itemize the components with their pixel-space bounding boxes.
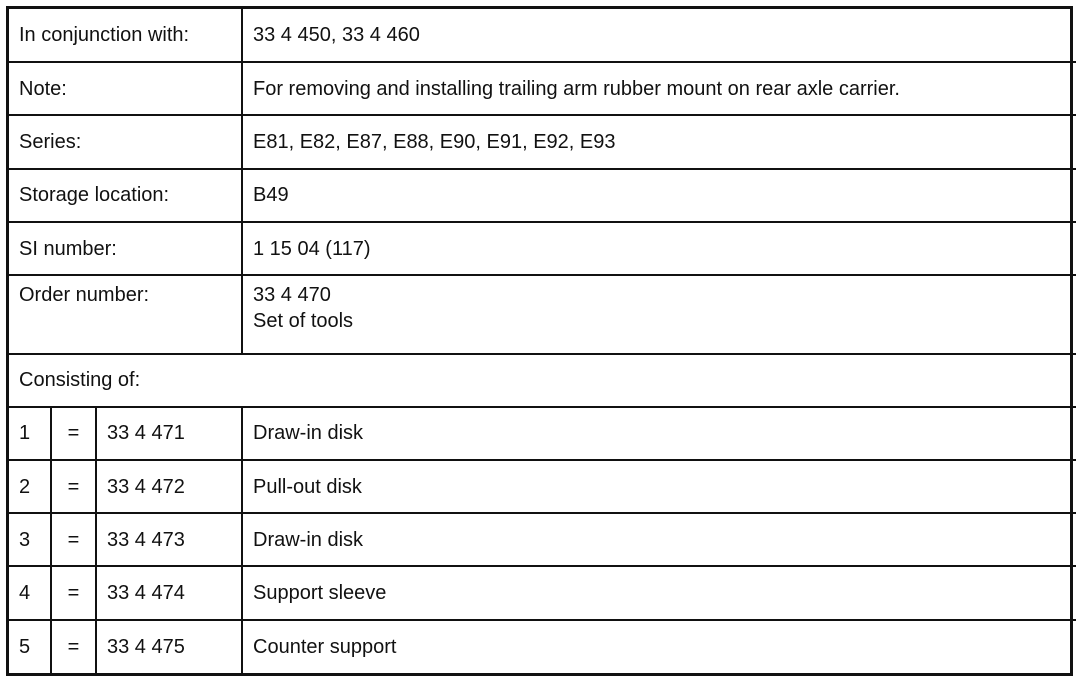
order-number-label: Order number: bbox=[9, 275, 242, 353]
part-number: 1 bbox=[9, 407, 51, 460]
order-number-row bbox=[9, 275, 1076, 353]
series-label: Series: bbox=[9, 115, 242, 168]
conjunction-row bbox=[9, 9, 1076, 62]
part-row bbox=[9, 460, 1076, 513]
part-name: Support sleeve bbox=[242, 566, 1076, 619]
conjunction-value: 33 4 450, 33 4 460 bbox=[242, 9, 1076, 62]
tool-data-sheet bbox=[6, 6, 1073, 676]
part-code: 33 4 472 bbox=[96, 460, 242, 513]
tool-info-table bbox=[9, 9, 1076, 673]
part-equals: = bbox=[51, 620, 96, 673]
note-value: For removing and installing trailing arm rubber mount on rear axle carrier. bbox=[242, 62, 1076, 115]
part-name: Counter support bbox=[242, 620, 1076, 673]
series-row bbox=[9, 115, 1076, 168]
part-number: 5 bbox=[9, 620, 51, 673]
order-number-description: Set of tools bbox=[253, 310, 354, 333]
si-number-label: SI number: bbox=[9, 222, 242, 275]
si-number-value: 1 15 04 (117) bbox=[242, 222, 1076, 275]
part-code: 33 4 471 bbox=[96, 407, 242, 460]
part-name: Draw-in disk bbox=[242, 513, 1076, 566]
part-equals: = bbox=[51, 407, 96, 460]
consisting-label: Consisting of: bbox=[9, 354, 1076, 407]
series-value: E81, E82, E87, E88, E90, E91, E92, E93 bbox=[242, 115, 1076, 168]
order-number-value bbox=[242, 275, 1076, 353]
part-equals: = bbox=[51, 566, 96, 619]
part-row bbox=[9, 513, 1076, 566]
part-code: 33 4 475 bbox=[96, 620, 242, 673]
part-row bbox=[9, 566, 1076, 619]
storage-label: Storage location: bbox=[9, 169, 242, 222]
part-row bbox=[9, 620, 1076, 673]
consisting-row bbox=[9, 354, 1076, 407]
part-name: Draw-in disk bbox=[242, 407, 1076, 460]
order-number-code: 33 4 470 bbox=[253, 284, 331, 307]
storage-row bbox=[9, 169, 1076, 222]
conjunction-label: In conjunction with: bbox=[9, 9, 242, 62]
part-number: 2 bbox=[9, 460, 51, 513]
part-name: Pull-out disk bbox=[242, 460, 1076, 513]
note-row bbox=[9, 62, 1076, 115]
part-code: 33 4 473 bbox=[96, 513, 242, 566]
part-equals: = bbox=[51, 460, 96, 513]
part-number: 3 bbox=[9, 513, 51, 566]
part-equals: = bbox=[51, 513, 96, 566]
storage-value: B49 bbox=[242, 169, 1076, 222]
part-code: 33 4 474 bbox=[96, 566, 242, 619]
part-row bbox=[9, 407, 1076, 460]
note-label: Note: bbox=[9, 62, 242, 115]
part-number: 4 bbox=[9, 566, 51, 619]
si-number-row bbox=[9, 222, 1076, 275]
